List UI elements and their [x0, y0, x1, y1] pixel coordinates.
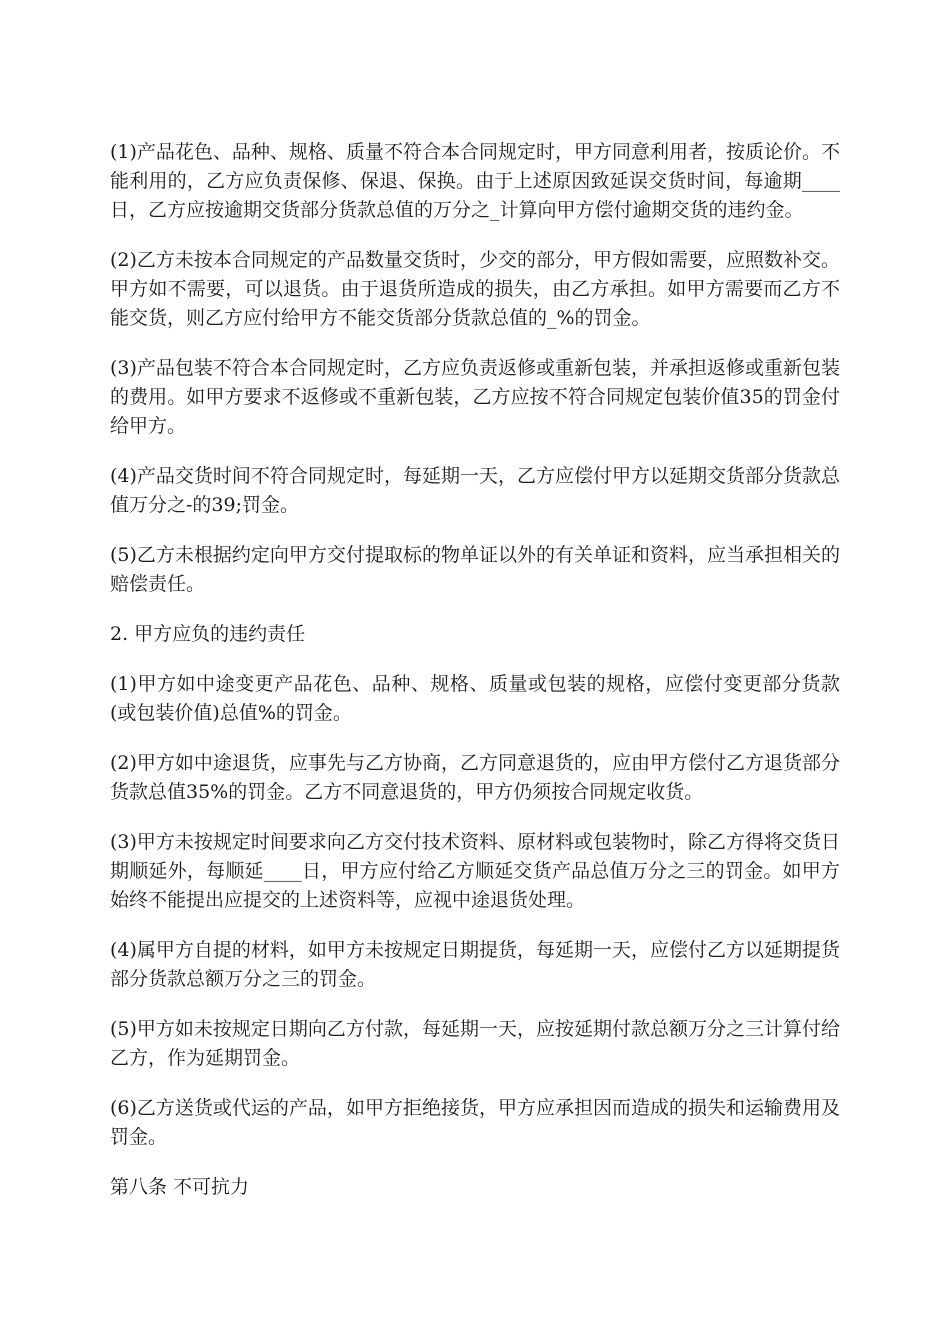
buyer-clause-4: (4)属甲方自提的材料，如甲方未按规定日期提货，每延期一天，应偿付乙方以延期提货部分货款总额万分之三的罚金。: [110, 939, 840, 990]
buyer-liability-heading: 2. 甲方应负的违约责任: [110, 623, 306, 645]
seller-clause-3: (3)产品包装不符合本合同规定时，乙方应负责返修或重新包装，并承担返修或重新包装的费用。如甲方要求不返修或不重新包装，乙方应按不符合同规定包装价值35的罚金付给甲方。: [110, 357, 840, 437]
seller-clause-2: (2)乙方未按本合同规定的产品数量交货时，少交的部分，甲方假如需要，应照数补交。甲方如不需要，可以退货。由于退货所造成的损失，由乙方承担。如甲方需要而乙方不能交货，则乙方应付给甲方不能交货部分货款总值的_%的罚金。: [110, 249, 840, 329]
document-page: [110, 138, 840, 1223]
seller-clause-1: (1)产品花色、品种、规格、质量不符合本合同规定时，甲方同意利用者，按质论价。不能利用的，乙方应负责保修、保退、保换。由于上述原因致延误交货时间，每逾期____日，乙方应按逾期交货部分货款总值的万分之_计算向甲方偿付逾期交货的违约金。: [110, 141, 840, 221]
article-heading: 第八条 不可抗力: [110, 1176, 250, 1198]
buyer-clause-2: (2)甲方如中途退货，应事先与乙方协商，乙方同意退货的，应由甲方偿付乙方退货部分货款总值35%的罚金。乙方不同意退货的，甲方仍须按合同规定收货。: [110, 752, 840, 803]
buyer-clause-6: (6)乙方送货或代运的产品，如甲方拒绝接货，甲方应承担因而造成的损失和运输费用及罚金。: [110, 1097, 840, 1148]
buyer-clause-3: (3)甲方未按规定时间要求向乙方交付技术资料、原材料或包装物时，除乙方得将交货日期顺延外，每顺延____日，甲方应付给乙方顺延交货产品总值万分之三的罚金。如甲方始终不能提出应提交的上述资料等，应视中途退货处理。: [110, 831, 840, 911]
buyer-clause-5: (5)甲方如未按规定日期向乙方付款，每延期一天，应按延期付款总额万分之三计算付给乙方，作为延期罚金。: [110, 1018, 840, 1069]
seller-clause-4: (4)产品交货时间不符合同规定时，每延期一天，乙方应偿付甲方以延期交货部分货款总值万分之-的39;罚金。: [110, 465, 840, 516]
buyer-clause-1: (1)甲方如中途变更产品花色、品种、规格、质量或包装的规格，应偿付变更部分货款(或包装价值)总值%的罚金。: [110, 673, 840, 724]
seller-clause-5: (5)乙方未根据约定向甲方交付提取标的物单证以外的有关单证和资料，应当承担相关的赔偿责任。: [110, 544, 840, 595]
